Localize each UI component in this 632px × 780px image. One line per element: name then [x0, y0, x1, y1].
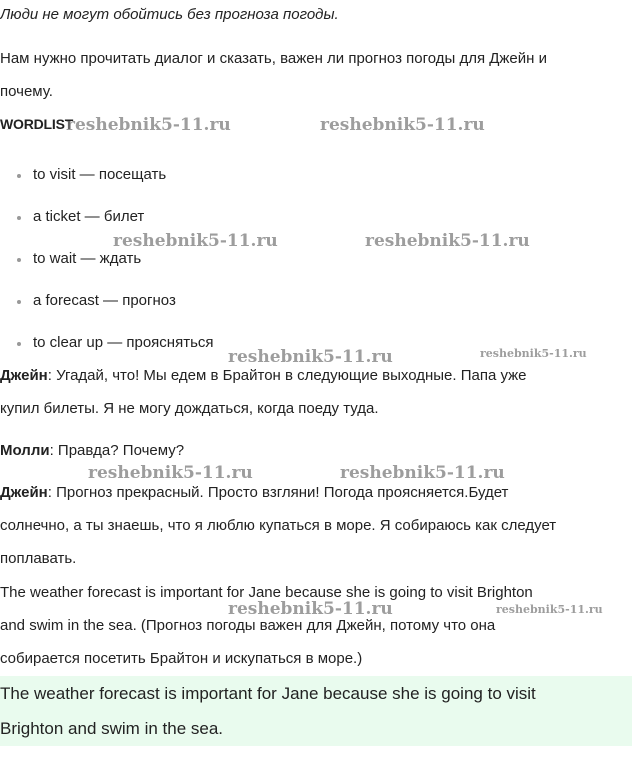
watermark: reshebnik5-11.ru: [88, 463, 253, 483]
task-line-1: Нам нужно прочитать диалог и сказать, важен ли прогноз погоды для Джейн и: [0, 50, 547, 67]
watermark: reshebnik5-11.ru: [340, 463, 505, 483]
task-line-2: почему.: [0, 83, 53, 100]
speaker-name: Джейн: [0, 484, 48, 501]
bullet-icon: [17, 300, 21, 304]
intro-text: Люди не могут обойтись без прогноза погоды.: [0, 6, 339, 23]
bullet-icon: [17, 342, 21, 346]
dialog-line: поплавать.: [0, 550, 77, 567]
explanation-line: The weather forecast is important for Jane because she is going to visit Brighton: [0, 584, 533, 601]
bullet-icon: [17, 216, 21, 220]
wordlist-title: WORDLIST: [0, 116, 74, 132]
wordlist-item-text: a forecast — прогноз: [33, 292, 176, 309]
watermark: reshebnik5-11.ru: [496, 603, 603, 616]
wordlist-item-text: a ticket — билет: [33, 208, 145, 225]
watermark: reshebnik5-11.ru: [480, 347, 587, 360]
dialog-text: : Прогноз прекрасный. Просто взгляни! Погода проясняется.Будет: [47, 484, 509, 501]
bullet-icon: [17, 258, 21, 262]
wordlist-item-text: to clear up — проясняться: [33, 334, 214, 351]
speaker-name: Молли: [0, 442, 50, 459]
watermark: reshebnik5-11.ru: [228, 599, 393, 619]
wordlist-item: [33, 292, 176, 309]
dialog-line: солнечно, а ты знаешь, что я люблю купаться в море. Я собираюсь как следует: [0, 517, 557, 534]
speaker-name: Джейн: [0, 367, 48, 384]
dialog-text: : Угадай, что! Мы едем в Брайтон в следующие выходные. Папа уже: [47, 367, 527, 384]
watermark: reshebnik5-11.ru: [113, 231, 278, 251]
wordlist-item: [33, 250, 141, 267]
watermark: reshebnik5-11.ru: [365, 231, 530, 251]
explanation-line: собирается посетить Брайтон и искупаться в море.): [0, 650, 363, 667]
answer-text: [0, 676, 620, 746]
dialog-line: купил билеты. Я не могу дождаться, когда поеду туда.: [0, 400, 379, 417]
wordlist-item-text: to wait — ждать: [33, 250, 142, 267]
explanation-line: and swim in the sea. (Прогноз погоды важен для Джейн, потому что она: [0, 617, 496, 634]
wordlist-item: [33, 208, 144, 225]
watermark: reshebnik5-11.ru: [320, 115, 485, 135]
answer-line: Brighton and swim in the sea.: [0, 719, 224, 738]
wordlist-item: [33, 334, 214, 351]
dialog-text: : Правда? Почему?: [49, 442, 185, 459]
watermark: reshebnik5-11.ru: [228, 347, 393, 367]
wordlist-item: [33, 166, 166, 183]
bullet-icon: [17, 174, 21, 178]
watermark: reshebnik5-11.ru: [66, 115, 231, 135]
wordlist-item-text: to visit — посещать: [33, 166, 167, 183]
answer-line: The weather forecast is important for Jane because she is going to visit: [0, 684, 536, 703]
